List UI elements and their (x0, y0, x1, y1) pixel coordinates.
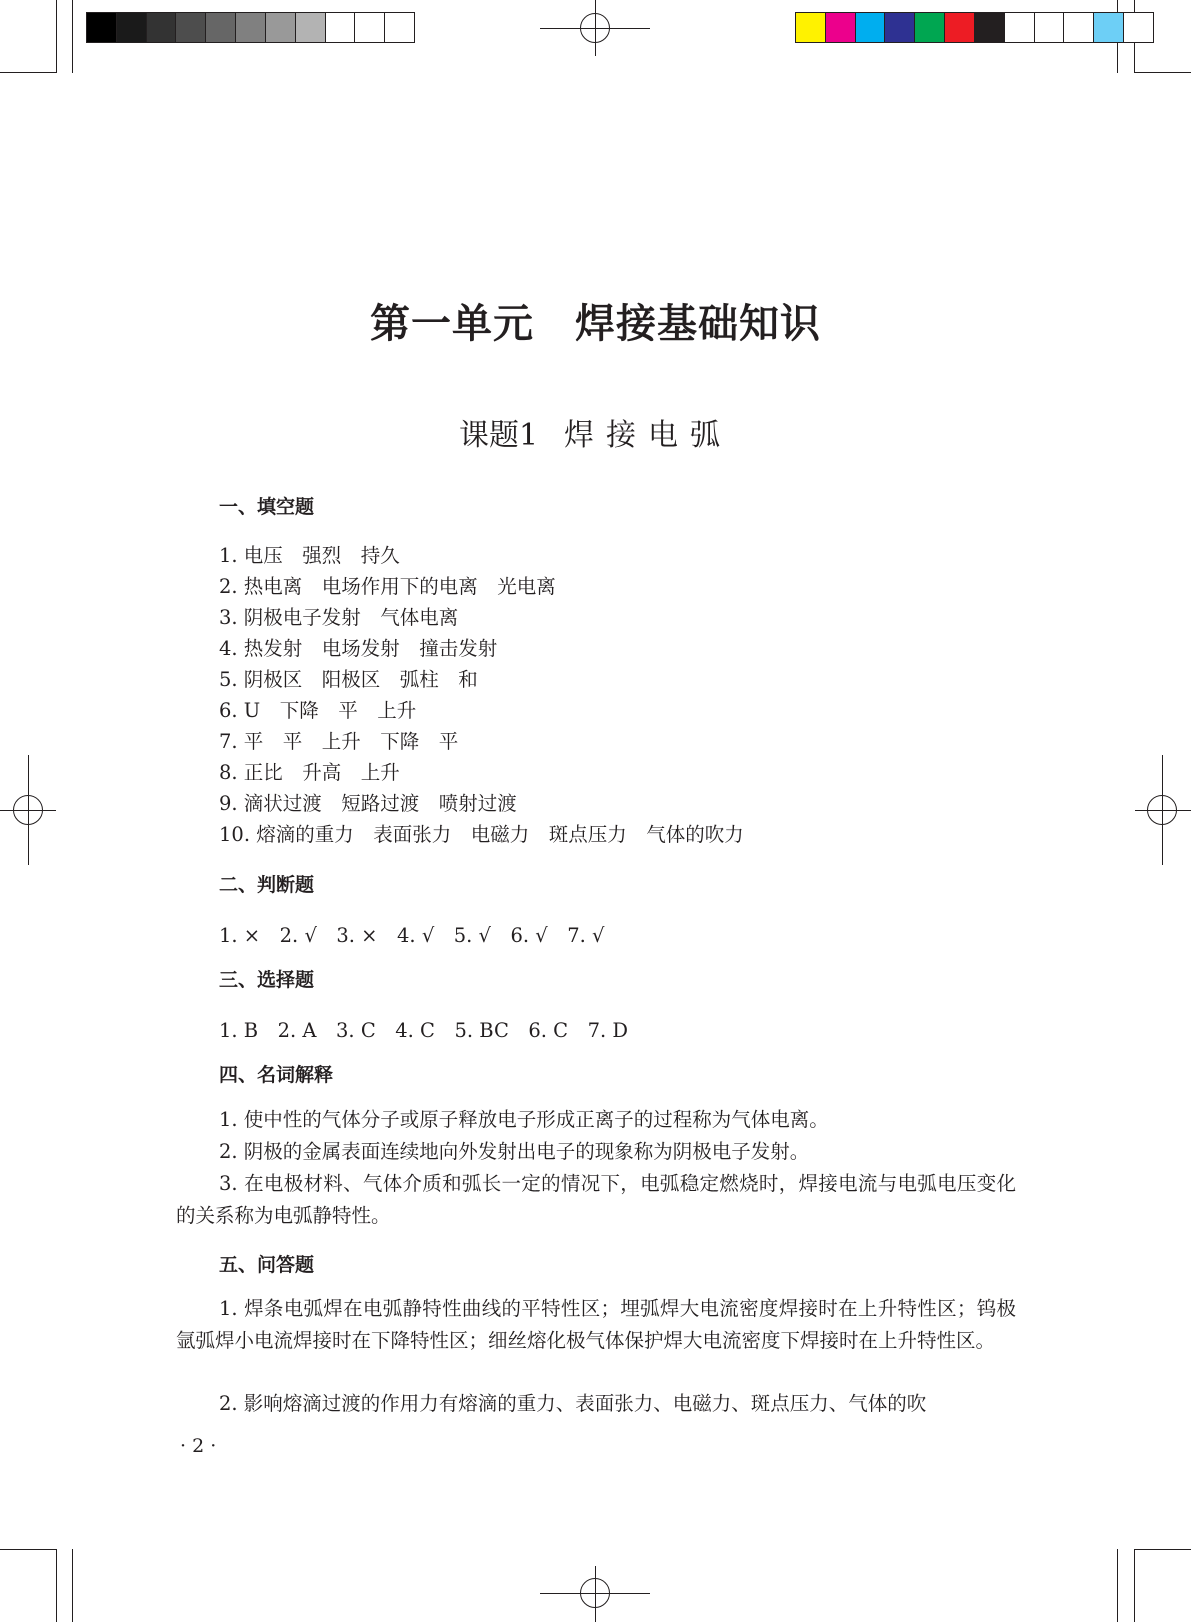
qa-item: 2. 影响熔滴过渡的作用力有熔滴的重力、表面张力、电磁力、斑点压力、气体的吹 (219, 1392, 927, 1415)
gray-swatch (235, 12, 266, 43)
list-item: 2. 热电离 电场作用下的电离 光电离 (219, 575, 556, 598)
gray-swatch (175, 12, 206, 43)
gray-swatch (146, 12, 177, 43)
section-heading-fill: 一、填空题 (219, 496, 315, 518)
qa-item: 1. 焊条电弧焊在电弧静特性曲线的平特性区；埋弧焊大电流密度焊接时在上升特性区；钨极氩弧焊小电流焊接时在下降特性区；细丝熔化极气体保护焊大电流密度下焊接时在上升特性区。 (176, 1297, 1016, 1352)
section-heading-choice: 三、选择题 (219, 969, 315, 991)
color-swatch (825, 12, 856, 43)
gray-swatch (265, 12, 296, 43)
gray-swatch (384, 12, 415, 43)
term-item: 1. 使中性的气体分子或原子释放电子形成正离子的过程称为气体电离。 (219, 1108, 829, 1131)
color-swatch (1034, 12, 1065, 43)
grayscale-bar (86, 12, 414, 43)
list-item: 3. 阴极电子发射 气体电离 (219, 606, 459, 629)
list-item: 7. 平 平 上升 下降 平 (219, 730, 459, 753)
color-bar (795, 12, 1153, 43)
list-item: 6. U 下降 平 上升 (219, 699, 417, 722)
list-item: 4. 热发射 电场发射 撞击发射 (219, 637, 498, 660)
color-swatch (914, 12, 945, 43)
color-swatch (1093, 12, 1124, 43)
term-item: 3. 在电极材料、气体介质和弧长一定的情况下，电弧稳定燃烧时，焊接电流与电弧电压变化的关系称为电弧静特性。 (176, 1172, 1016, 1227)
section-heading-judge: 二、判断题 (219, 874, 315, 896)
lesson-label: 课题1 (458, 418, 539, 453)
list-item: 9. 滴状过渡 短路过渡 喷射过渡 (219, 792, 517, 815)
list-item: 10. 熔滴的重力 表面张力 电磁力 斑点压力 气体的吹力 (219, 823, 744, 846)
gray-swatch (325, 12, 356, 43)
judge-answers: 1. × 2. √ 3. × 4. √ 5. √ 6. √ 7. √ (219, 924, 605, 947)
color-swatch (884, 12, 915, 43)
gray-swatch (86, 12, 117, 43)
section-heading-terms: 四、名词解释 (219, 1064, 334, 1086)
unit-title: 第一单元 焊接基础知识 (370, 300, 821, 347)
gray-swatch (354, 12, 385, 43)
page-number: · 2 · (180, 1435, 217, 1457)
list-item: 8. 正比 升高 上升 (219, 761, 400, 784)
color-swatch (974, 12, 1005, 43)
color-swatch (795, 12, 826, 43)
color-swatch (855, 12, 886, 43)
color-swatch (1004, 12, 1035, 43)
section-heading-qa: 五、问答题 (219, 1254, 315, 1276)
term-item: 2. 阴极的金属表面连续地向外发射出电子的现象称为阴极电子发射。 (219, 1140, 810, 1163)
color-swatch (1063, 12, 1094, 43)
list-item: 1. 电压 强烈 持久 (219, 544, 400, 567)
color-swatch (1123, 12, 1154, 43)
gray-swatch (295, 12, 326, 43)
color-swatch (944, 12, 975, 43)
lesson-topic: 焊接电弧 (564, 418, 733, 453)
choice-answers: 1. B 2. A 3. C 4. C 5. BC 6. C 7. D (219, 1019, 629, 1042)
gray-swatch (205, 12, 236, 43)
list-item: 5. 阴极区 阳极区 弧柱 和 (219, 668, 478, 691)
lesson-title (0, 410, 1191, 454)
gray-swatch (116, 12, 147, 43)
